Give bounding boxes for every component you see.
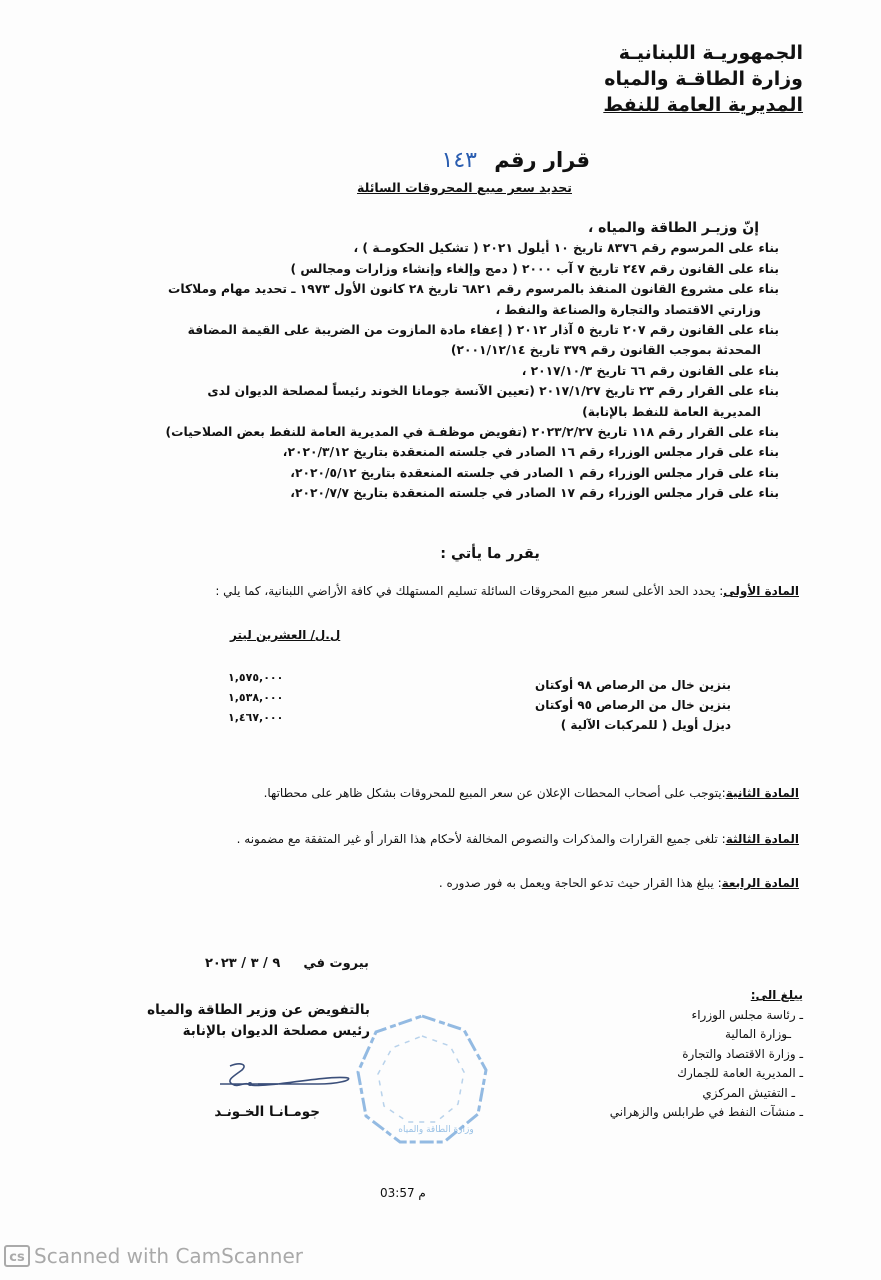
notify-item: ـ رئاسة مجلس الوزراء	[691, 1007, 803, 1022]
article-first	[215, 584, 799, 598]
preamble-line: بناء على قرار مجلس الوزراء رقم ١ الصادر في جلسته المنعقدة بتاريخ ٢٠٢٠/٥/١٢،	[290, 465, 779, 480]
preamble	[165, 218, 779, 504]
preamble-line: بناء على قرار مجلس الوزراء رقم ١٦ الصادر في جلسته المنعقدة بتاريخ ٢٠٢٠/٣/١٢،	[282, 445, 779, 460]
signature-dot	[248, 1082, 252, 1086]
decides-heading: يقرر ما يأتي :	[440, 546, 540, 562]
letterhead-directorate: المديرية العامة للنفط	[603, 94, 803, 116]
article-fourth	[439, 876, 799, 890]
preamble-line: وزارتي الاقتصاد والتجارة والصناعة والنفط ،	[495, 302, 761, 317]
signature-line1: بالتفويض عن وزير الطاقة والمياه	[147, 1002, 370, 1018]
signature-stroke	[230, 1064, 349, 1086]
price-value: ١,٥٧٥,٠٠٠	[228, 671, 284, 684]
signature-block	[147, 1000, 370, 1042]
fuel-name: ديزل أويل ( للمركبات الآلية )	[560, 717, 731, 732]
article-third	[237, 832, 799, 846]
preamble-line: بناء على المرسوم رقم ٨٣٧٦ تاريخ ١٠ أيلول ٢٠٢١ ( تشكيل الحكومـة ) ،	[353, 241, 779, 256]
letterhead	[603, 40, 803, 118]
notify-item: ـوزارة المالية	[724, 1027, 791, 1041]
fuel-name: بنزين خال من الرصاص ٩٨ أوكتان	[534, 678, 731, 692]
signature-line2: رئيس مصلحة الديوان بالإنابة	[182, 1023, 370, 1039]
camscanner-logo-icon: cs	[4, 1245, 30, 1267]
notify-title: يبلغ الى:	[750, 988, 803, 1002]
price-column	[228, 668, 283, 728]
article-text: : يبلغ هذا القرار حيث تدعو الحاجة ويعمل به فور صدوره .	[438, 876, 722, 890]
article-text: : تلغى جميع القرارات والمذكرات والنصوص المخالفة لأحكام هذا القرار أو غير المتفقة مع مضمونه .	[236, 832, 726, 846]
article-label: المادة الرابعة	[721, 876, 799, 890]
preamble-line: بناء على القرار رقم ٢٣ تاريخ ٢٠١٧/١/٢٧ (تعيين الآنسة جومانا الخوند رئيساً لمصلحة الديوان لدى	[207, 384, 779, 399]
timestamp: 03:57 م	[380, 1186, 426, 1200]
notify-item: ـ منشآت النفط في طرابلس والزهراني	[609, 1105, 803, 1119]
article-label: المادة الثالثة	[725, 832, 799, 846]
preamble-line: بناء على قرار مجلس الوزراء رقم ١٧ الصادر في جلسته المنعقدة بتاريخ ٢٠٢٠/٧/٧،	[290, 486, 779, 501]
article-second	[264, 786, 799, 800]
notify-item: ـ التفتيش المركزي	[702, 1085, 795, 1100]
fuel-name: بنزين خال من الرصاص ٩٥ أوكتان	[534, 697, 731, 712]
preamble-opening: إنّ وزيـر الطاقة والمياه ،	[587, 220, 759, 236]
article-label: المادة الثانية	[725, 786, 799, 800]
place-date	[205, 956, 369, 971]
notify-item: ـ وزارة الاقتصاد والتجارة	[682, 1046, 803, 1061]
preamble-line: المديرية العامة للنفط بالإنابة)	[582, 404, 761, 419]
price-unit: ل.ل/ العشرين ليتر	[230, 628, 341, 642]
notify-list	[603, 986, 803, 1123]
decision-subject: تحديد سعر مبيع المحروقات السائلة	[357, 180, 572, 195]
article-label: المادة الأولى	[723, 584, 799, 598]
decision-number: ١٤٣	[441, 148, 477, 173]
letterhead-ministry: وزارة الطاقـة والمياه	[604, 68, 803, 90]
decision-label: قرار رقم	[494, 148, 590, 172]
preamble-line: بناء على القانون رقم ٦٦ تاريخ ٢٠١٧/١٠/٣ ،	[521, 363, 779, 378]
stamp-inner	[378, 1036, 464, 1122]
issue-date: ٩ / ٣ / ٢٠٢٣	[205, 956, 281, 971]
official-stamp	[352, 1010, 492, 1150]
preamble-line: بناء على القرار رقم ١١٨ تاريخ ٢٠٢٣/٢/٢٧ (تفويض موظفـة في المديرية العامة للنفط بعض الصلاحيات)	[165, 425, 779, 440]
decision-title	[330, 148, 590, 173]
fuel-column	[491, 676, 731, 735]
letterhead-republic: الجمهوريـة اللبنانيـة	[618, 42, 803, 64]
signatory-name: جومـانـا الخـونـد	[214, 1104, 320, 1120]
camscanner-watermark	[4, 1244, 303, 1268]
preamble-line: بناء على القانون رقم ٢٠٧ تاريخ ٥ آذار ٢٠١٢ ( إعفاء مادة المازوت من الضريبة على القيمة المضافة	[187, 323, 779, 338]
preamble-line: بناء على مشروع القانون المنفذ بالمرسوم رقم ٦٨٢١ تاريخ ٢٨ كانون الأول ١٩٧٣ ـ تحديد مهام وملاكات	[168, 282, 779, 297]
stamp-text: وزارة الطاقة والمياه	[398, 1125, 474, 1135]
camscanner-text: Scanned with CamScanner	[34, 1244, 303, 1268]
notify-item: ـ المديرية العامة للجمارك	[677, 1066, 803, 1080]
price-value: ١,٥٣٨,٠٠٠	[228, 691, 284, 704]
handwritten-signature	[218, 1062, 358, 1098]
article-text: :يتوجب على أصحاب المحطات الإعلان عن سعر المبيع للمحروقات بشكل ظاهر على محطاتها.	[263, 786, 726, 800]
price-value: ١,٤٦٧,٠٠٠	[228, 711, 284, 724]
article-text: : يحدد الحد الأعلى لسعر مبيع المحروقات السائلة تسليم المستهلك في كافة الأراضي اللبنانية، كما يلي :	[215, 584, 724, 598]
preamble-line: المحدثة بموجب القانون رقم ٣٧٩ تاريخ ٢٠٠١/١٢/١٤)	[450, 343, 761, 358]
place-label: بيروت في	[303, 956, 369, 971]
preamble-line: بناء على القانون رقم ٢٤٧ تاريخ ٧ آب ٢٠٠٠ ( دمج وإلغاء وإنشاء وزارات ومجالس )	[290, 261, 779, 276]
stamp-outline	[358, 1016, 486, 1142]
